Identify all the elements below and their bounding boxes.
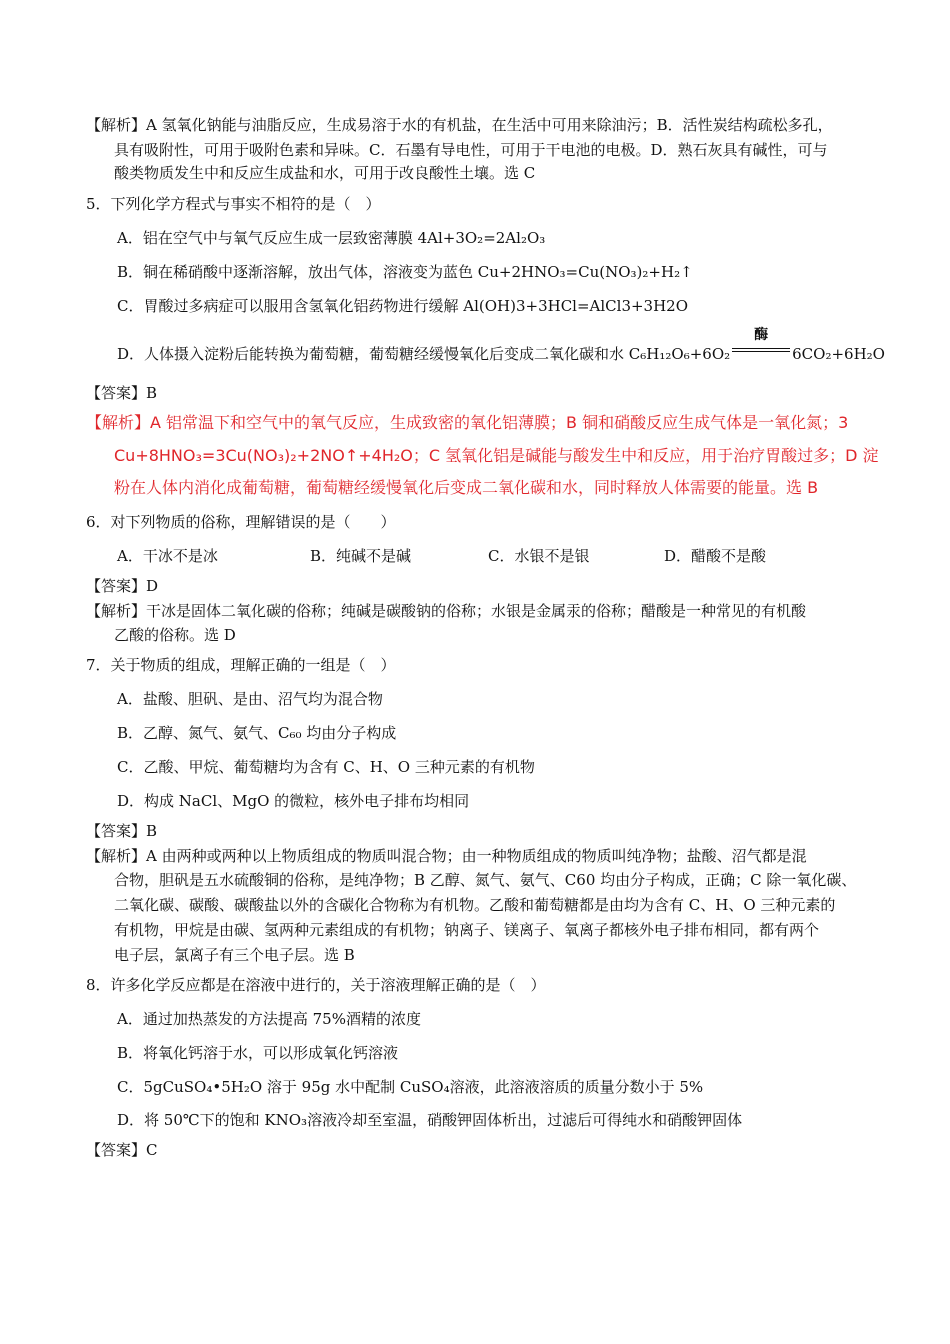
q4-analysis-line-3: 酸类物质发生中和反应生成盐和水，可用于改良酸性土壤。选 C — [114, 164, 536, 182]
q5-option-d-products: 6CO₂+6H₂O — [792, 345, 885, 363]
q7-analysis-line-5: 电子层，氯离子有三个电子层。选 B — [114, 946, 355, 964]
q7-answer: 【答案】B — [86, 822, 158, 840]
q6-answer: 【答案】D — [86, 577, 159, 595]
q4-analysis-line-1: 【解析】A 氢氧化钠能与油脂反应，生成易溶于水的有机盐，在生活中可用来除油污；B．活性炭结构疏松多孔， — [86, 116, 833, 134]
q6-analysis-line-1: 【解析】干冰是固体二氧化碳的俗称；纯碱是碳酸钠的俗称；水银是金属汞的俗称；醋酸是一种常见的有机酸 — [86, 602, 807, 620]
q7-option-c: C．乙酸、甲烷、葡萄糖均为含有 C、H、O 三种元素的有机物 — [117, 758, 535, 776]
q6-question: 6．对下列物质的俗称，理解错误的是（ ） — [86, 513, 396, 531]
q5-option-a: A．铝在空气中与氧气反应生成一层致密薄膜 4Al+3O₂=2Al₂O₃ — [117, 229, 546, 247]
q7-analysis-line-2: 合物，胆矾是五水硫酸铜的俗称，是纯净物；B 乙醇、氮气、氨气、C60 均由分子构成，正确；C 除一氧化碳、 — [114, 871, 857, 889]
q8-question: 8．许多化学反应都是在溶液中进行的，关于溶液理解正确的是（ ） — [86, 976, 546, 994]
q7-analysis-line-1: 【解析】A 由两种或两种以上物质组成的物质叫混合物；由一种物质组成的物质叫纯净物；盐酸、沼气都是混 — [86, 847, 807, 865]
q8-option-c: C．5gCuSO₄•5H₂O 溶于 95g 水中配制 CuSO₄溶液，此溶液溶质的质量分数小于 5% — [117, 1078, 704, 1096]
q5-analysis-line-1: 【解析】A 铝常温下和空气中的氧气反应，生成致密的氧化铝薄膜；B 铜和硝酸反应生成气体是一氧化氮；3 — [86, 413, 849, 432]
q8-option-d: D．将 50℃下的饱和 KNO₃溶液冷却至室温，硝酸钾固体析出，过滤后可得纯水和硝酸钾固体 — [117, 1111, 743, 1129]
q6-option-c: C．水银不是银 — [488, 547, 590, 565]
q7-option-a: A．盐酸、胆矾、是由、沼气均为混合物 — [117, 690, 383, 708]
q6-option-b: B．纯碱不是碱 — [310, 547, 412, 565]
q7-option-b: B．乙醇、氮气、氨气、C₆₀ 均由分子构成 — [117, 724, 397, 742]
q7-option-d: D．构成 NaCl、MgO 的微粒，核外电子排布均相同 — [117, 792, 470, 810]
q8-answer: 【答案】C — [86, 1141, 158, 1159]
q5-option-d — [117, 327, 885, 364]
q5-option-b: B．铜在稀硝酸中逐渐溶解，放出气体，溶液变为蓝色 Cu+2HNO₃=Cu(NO₃)₂+H₂↑ — [117, 263, 693, 281]
q6-option-a: A．干冰不是冰 — [117, 547, 218, 565]
q4-analysis-line-2: 具有吸附性，可用于吸附色素和异味。C．石墨有导电性，可用于干电池的电极。D．熟石灰具有碱性，可与 — [114, 141, 828, 159]
q8-option-b: B．将氧化钙溶于水，可以形成氧化钙溶液 — [117, 1044, 399, 1062]
q7-analysis-line-4: 有机物，甲烷是由碳、氢两种元素组成的有机物；钠离子、镁离子、氧离子都核外电子排布相同，都有两个 — [114, 921, 820, 939]
q7-analysis-line-3: 二氧化碳、碳酸、碳酸盐以外的含碳化合物称为有机物。乙酸和葡萄糖都是由均为含有 C、H、O 三种元素的 — [114, 896, 836, 914]
q5-question: 5．下列化学方程式与事实不相符的是（ ） — [86, 195, 381, 213]
q5-option-d-text: D．人体摄入淀粉后能转换为葡萄糖，葡萄糖经缓慢氧化后变成二氧化碳和水 C₆H₁₂O₆+6O₂ — [117, 345, 731, 363]
q7-question: 7．关于物质的组成，理解正确的一组是（ ） — [86, 656, 396, 674]
enzyme-label: 酶 — [754, 327, 769, 343]
reaction-condition-arrow — [730, 327, 792, 359]
q8-option-a: A．通过加热蒸发的方法提高 75%酒精的浓度 — [117, 1010, 421, 1028]
q5-option-c: C．胃酸过多病症可以服用含氢氧化铝药物进行缓解 Al(OH)3+3HCl=AlCl3+3H2O — [117, 297, 689, 315]
q6-analysis-line-2: 乙酸的俗称。选 D — [114, 626, 236, 644]
q5-analysis-line-2: Cu+8HNO₃=3Cu(NO₃)₂+2NO↑+4H₂O；C 氢氧化铝是碱能与酸发生中和反应，用于治疗胃酸过多；D 淀 — [114, 446, 879, 465]
q6-option-d: D．醋酸不是酸 — [664, 547, 767, 565]
q5-analysis-line-3: 粉在人体内消化成葡萄糖，葡萄糖经缓慢氧化后变成二氧化碳和水，同时释放人体需要的能量。选 B — [114, 478, 819, 497]
q5-answer: 【答案】B — [86, 384, 158, 402]
